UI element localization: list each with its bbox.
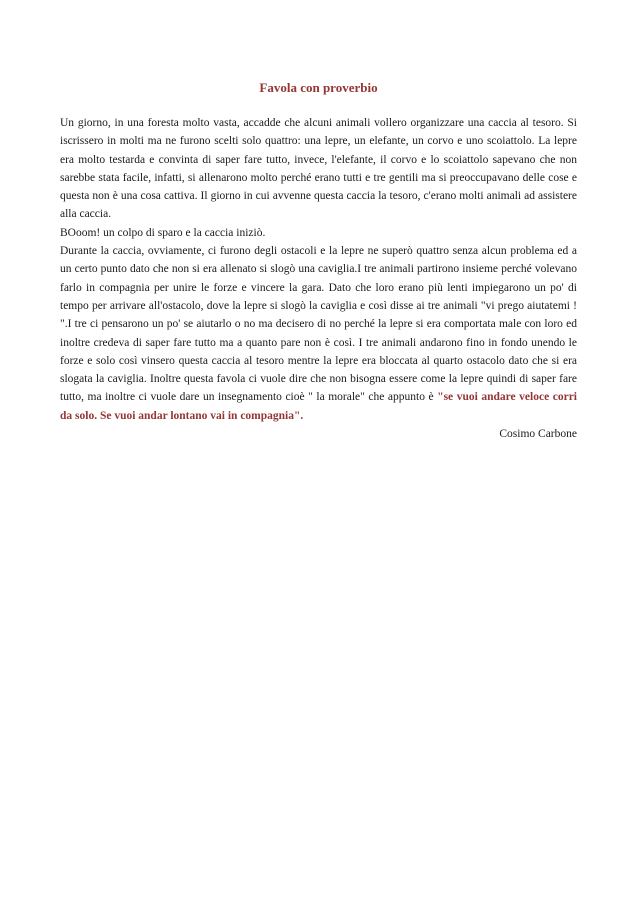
document-body — [60, 114, 577, 425]
author-signature: Cosimo Carbone — [499, 428, 577, 441]
paragraph-intro: Un giorno, in una foresta molto vasta, accadde che alcuni animali vollero organizzare una caccia al tesoro. Si iscrissero in molti ma ne furono scelti solo quattro: una lepre, un elefante, un corvo e uno scoiattolo. La lepre era molto testarda e convinta di saper fare tutto, invece, l'elefante, il corvo e lo scoiattolo sapevano che non sarebbe stata facile, infatti, si allenarono molto perché erano tutti e tre gentili ma si preoccupavano delle cose e questa non è una cosa cattiva. Il giorno in cui avvenne questa caccia la tesoro, c'erano molti animali ad assistere alla caccia. — [60, 117, 577, 221]
document-title: Favola con proverbio — [259, 80, 378, 95]
moral-proverb: "se vuoi andare veloce corri da solo. Se vuoi andar lontano vai in compagnia". — [60, 391, 578, 422]
paragraph-hunt — [60, 242, 577, 425]
document-page — [60, 80, 577, 443]
paragraph-hunt-text: Durante la caccia, ovviamente, ci furono degli ostacoli e la lepre ne superò quattro senza alcun problema ed a un certo punto dato che non si era allenato si slogò una caviglia.I tre animali partirono insieme perché volevano farlo in compagnia per unire le forze e vincere la gara. Dato che loro erano più lenti impiegarono un po' di tempo per arrivare all'ostacolo, dove la lepre si slogò la caviglia e così disse ai tre animali "vi prego aiutatemi ! ".I tre ci pensarono un po' se aiutarlo o no ma decisero di no perché la lepre si era comportata male con loro ed inoltre credeva di saper fare tutto ma a quanto pare non è così. I tre animali andarono fino in fondo unendo le forze e solo così vinsero questa caccia al tesoro mentre la lepre era bloccata al quarto ostacolo dato che si era slogata la caviglia. Inoltre questa favola ci vuole dire che non bisogna essere come la lepre quindi di saper fare tutto, ma inoltre ci vuole dare un insegnamento cioè " la morale" che appunto è — [60, 245, 577, 404]
paragraph-start: BOoom! un colpo di sparo e la caccia iniziò. — [60, 226, 266, 239]
